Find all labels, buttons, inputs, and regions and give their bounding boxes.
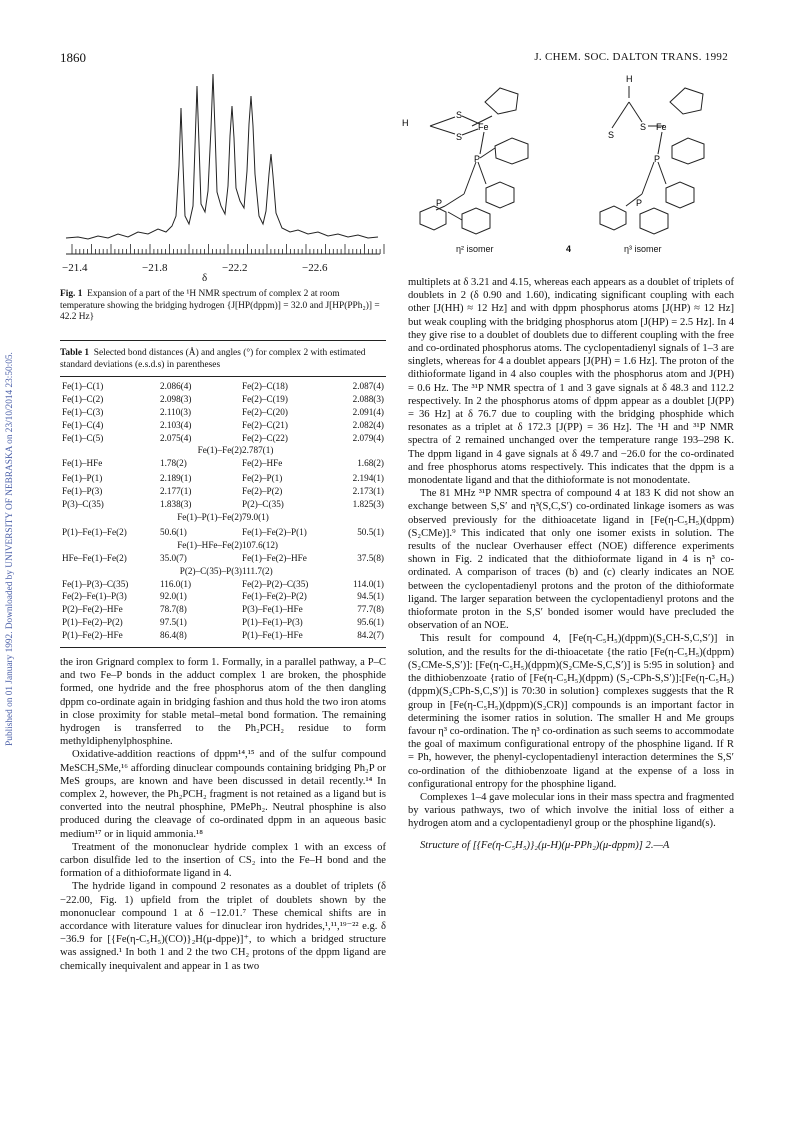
table-cell: 107.6(12) — [242, 539, 278, 550]
table-cell — [62, 566, 160, 579]
table-row — [62, 579, 384, 592]
table-row — [62, 566, 384, 579]
table-row — [62, 540, 384, 553]
right-text-column — [408, 276, 734, 852]
table-cell: Fe(1)–C(3) — [62, 406, 104, 417]
p-atom-left-1: P — [474, 154, 481, 164]
table-cell: 2.087(4) — [352, 381, 384, 391]
table-row — [62, 630, 384, 643]
left-paragraph-2: Oxidative-addition reactions of dppm¹⁴,¹⁵ and of the sulfur compound MeSCH₂SMe,¹⁶ affording dinuclear compounds containing bridging Ph₂P or MeS groups, are known and have been discussed in detail recently.¹⁴ In complex 2, however, the Ph₂PCH₂ fragment is not retained as a ligand but is converted into the neutral phosphine, PMePh₂. Neutral phosphine is also produced during the cleavage of co-ordinated dppm in an aqueous basic medium¹⁷ or in liquid ammonia.¹⁸ — [60, 749, 386, 840]
table-cell: 1.68(2) — [357, 458, 384, 469]
table-row — [62, 499, 384, 512]
table-cell: 2.194(1) — [352, 473, 384, 484]
axis-ticks — [72, 244, 384, 254]
table-cell: Fe(1)–P(1)–Fe(2) — [177, 512, 242, 523]
table-cell — [340, 445, 384, 458]
table1-label: Table 1 — [60, 348, 90, 358]
table-cell: 116.0(1) — [160, 578, 192, 589]
table-cell — [62, 512, 160, 527]
table-row — [62, 604, 384, 617]
table-cell: 2.079(4) — [352, 432, 384, 443]
compound-number-label: 4 — [566, 244, 572, 254]
bond-table — [62, 381, 384, 643]
s-atom-left-1: S — [456, 110, 463, 120]
table-cell: P(1)–Fe(1)–Fe(2) — [62, 527, 127, 538]
table-row — [62, 512, 384, 527]
table-cell: P(3)–C(35) — [62, 499, 104, 510]
table-cell: Fe(1)–Fe(2)–HFe — [242, 552, 307, 563]
table-cell: 2.091(4) — [352, 406, 384, 417]
right-paragraph-1: multiplets at δ 3.21 and 4.15, whereas each appears as a doublet of triplets of doublets in 2 (δ 0.90 and 1.60), indicating significant coupling with each other [J(HH) ≈ 12 Hz] and with dppm phosphorus atoms [J(HP) ≈ 12 Hz] but weak coupling with the bridging phosphorus atom [J(HP) = 2.5 Hz]. In 4 they give rise to a doublet of doublets due to different coupling with the free and co-ordinated phosphorus atoms. The cyclopentadienyl signals of 1–3 are singlets, whereas for 4 a doublet appears [J(PH) = 1.6 Hz]. The proton of the dithioformate ligand in 4 also couples with the phosphorus atom and J(PH) = 0.6 Hz. The ³¹P NMR spectra of 1 and 3 gave signals at δ 48.3 and 112.2 respectively. In 2 the phosphorus atoms of dppm appear as a doublet [J(PP) = 36 Hz] at δ 76.7 due to coupling with the bridging phosphide which resonates as a triplet at δ 172.3 [J(PP) = 36 Hz]. The ¹H and ³¹P NMR spectra of 2 remained unchanged over the temperature range 193–298 K. The dppm ligand in 4 gave signals at δ 49.7 and −26.0 for the co-ordinated and free phosphorus atoms respectively. This indicates that the dppm is a monodentate ligand and that the dithioformate is not monodentate. — [408, 277, 734, 487]
section-heading: Structure of [{Fe(η-C₅H₅)}₂(μ-H)(μ-PPh₂)(μ-dppm)] 2.—A — [420, 839, 670, 851]
table-row — [62, 445, 384, 458]
table-cell: Fe(2)–C(20) — [242, 406, 288, 417]
table-cell — [340, 512, 384, 527]
eta2-isomer-label: η² isomer — [456, 244, 494, 254]
h-atom-right: H — [626, 74, 633, 84]
table-cell: 2.177(1) — [160, 486, 192, 497]
tick-label-3: −22.2 — [222, 262, 248, 274]
table-cell: Fe(2)–Fe(1)–P(3) — [62, 591, 127, 602]
table-cell: 35.0(7) — [160, 552, 187, 563]
left-paragraph-4: The hydride ligand in compound 2 resonates as a doublet of triplets (δ −22.00, Fig. 1) upfield from the triplet of doublets shown by the mononuclear compound 1 at δ −12.01.⁷ These chemical shifts are in accordance with literature values for dinuclear iron hydrides,¹,¹¹,¹⁹⁻²² e.g. δ −36.9 for [{Fe(η-C₅H₅)(CO)}₂H(μ-dppe)]⁺, to which a bridged structure was assigned.¹ In both 1 and 2 the two CH₂ protons of the dppm ligand are chemically inequivalent and appear in 1 as two — [60, 881, 386, 972]
table-cell: 50.5(1) — [357, 527, 384, 538]
table-cell: Fe(2)–C(19) — [242, 393, 288, 404]
left-paragraph-3: Treatment of the mononuclear hydride complex 1 with an excess of carbon disulfide led to the insertion of CS₂ into the Fe–H bond and the formation of a dithioformate ligand in 4. — [60, 841, 386, 880]
table-row — [62, 420, 384, 433]
table-cell: 2.103(4) — [160, 419, 192, 430]
table-top-rule — [60, 340, 386, 341]
table-cell: 94.5(1) — [357, 591, 384, 602]
table-cell: Fe(1)–C(1) — [62, 381, 104, 391]
table-cell: P(2)–C(35) — [242, 499, 284, 510]
table-cell: 95.6(1) — [357, 617, 384, 628]
s-atom-right-2: S — [640, 122, 647, 132]
tick-label-4: −22.6 — [302, 262, 328, 274]
table-cell: 1.838(3) — [160, 499, 192, 510]
table-cell: Fe(2)–C(18) — [242, 381, 288, 391]
table-cell: 2.098(3) — [160, 393, 192, 404]
table-cell: 2.787(1) — [242, 445, 274, 456]
p-atom-right-2: P — [636, 198, 643, 208]
table-row — [62, 591, 384, 604]
eta3-isomer-label: η³ isomer — [624, 244, 662, 254]
table-cell: Fe(2)–C(21) — [242, 419, 288, 430]
table-cell: Fe(1)–C(5) — [62, 432, 104, 443]
figure1-caption — [60, 289, 386, 324]
table-cell: HFe–Fe(1)–Fe(2) — [62, 552, 127, 563]
table-row — [62, 433, 384, 446]
p-atom-right-1: P — [654, 154, 661, 164]
table-cell: Fe(1)–Fe(2)–P(1) — [242, 527, 307, 538]
right-paragraph-2: The 81 MHz ³¹P NMR spectra of compound 4 at 183 K did not show an exchange between S,S′ and η³(S,C,S′) co-ordinated linkage isomers as was observed previously for the dithioacetate ligand in [Fe(η-C₅H₅)(dppm)(S₂CMe)].⁹ This indicated that only one isomer exists in solution. The results of the nuclear Overhauser effect (NOE) difference experiments shown in Fig. 2 indicated that the dithioformate ligand in 4 is η³ co-ordinated. A comparison of traces (b) and (c) clearly indicates an NOE between the cyclopentadienyl protons and the proton of the dithioformate ligand. The larger separation between the cyclopentadienyl protons and the thioformate proton in the S,S′ bonded isomer would have precluded the observation of an NOE. — [408, 488, 734, 632]
table-cell: 97.5(1) — [160, 617, 187, 628]
eta3-isomer-structure — [600, 86, 704, 234]
table-cell: 2.173(1) — [352, 486, 384, 497]
table-cell: 2.086(4) — [160, 381, 192, 391]
table-cell: Fe(1)–Fe(2)–P(2) — [242, 591, 307, 602]
table-cell: Fe(2)–P(1) — [242, 473, 283, 484]
h-atom-left: H — [402, 118, 409, 128]
table-cell: Fe(2)–C(22) — [242, 432, 288, 443]
s-atom-left-2: S — [456, 132, 463, 142]
table-cell: Fe(1)–HFe — [62, 458, 103, 469]
isomer-structures — [400, 66, 736, 256]
table-cell: 77.7(8) — [357, 604, 384, 615]
table1-caption-text: Selected bond distances (Å) and angles (°) for complex 2 with estimated standard deviations (e.s.d.s) in parentheses — [60, 348, 366, 370]
table-cell — [62, 445, 160, 458]
table-cell: Fe(1)–C(4) — [62, 419, 104, 430]
table-cell: P(2)–C(35)–P(3) — [179, 565, 242, 576]
table-cell: 86.4(8) — [160, 630, 187, 641]
table-cell: 1.78(2) — [160, 458, 187, 469]
table-cell: 2.082(4) — [352, 419, 384, 430]
s-atom-right-1: S — [608, 130, 615, 140]
table-cell: Fe(1)–HFe–Fe(2) — [177, 539, 242, 550]
page-number: 1860 — [60, 50, 86, 65]
table-cell: P(1)–Fe(2)–HFe — [62, 630, 123, 641]
table-row — [62, 617, 384, 630]
table-cell: Fe(1)–P(3)–C(35) — [62, 578, 129, 589]
table-cell: 2.075(4) — [160, 432, 192, 443]
table-cell: Fe(2)–HFe — [242, 458, 283, 469]
table-cell: 37.5(8) — [357, 552, 384, 563]
table-cell: 50.6(1) — [160, 527, 187, 538]
journal-header: J. CHEM. SOC. DALTON TRANS. 1992 — [534, 51, 728, 63]
figure1-caption-label: Fig. 1 — [60, 289, 83, 299]
table-cell: Fe(1)–Fe(2) — [197, 445, 242, 456]
table-cell: 114.0(1) — [352, 578, 384, 589]
left-paragraph-1: the iron Grignard complex to form 1. Formally, in a parallel pathway, a P–C and two Fe–P bonds in the adduct complex 1 are broken, the phosphide formed, one hydride and the free phosphorus atom of the then dangling dppm co-ordinate again in bridging fashion and thus hold the two iron atoms in close proximity for stable metal–metal bond formation. The remaining hydrogen is transferred to the Ph₂PCH₂ residue to form methyldiphenylphosphine. — [60, 657, 386, 748]
figure1-caption-text: Expansion of a part of the ¹H NMR spectrum of complex 2 at room temperature showing the bridging hydrogen {J[HP(dppm)] = 32.0 and J[HP(PPh₂)] = 42.2 Hz} — [60, 289, 380, 323]
publication-side-note — [2, 190, 16, 910]
fe-atom-left: Fe — [478, 122, 489, 132]
table-row — [62, 394, 384, 407]
table-cell: Fe(2)–P(2)–C(35) — [242, 578, 309, 589]
table-cell: Fe(1)–C(2) — [62, 393, 104, 404]
fe-atom-right: Fe — [656, 122, 667, 132]
table-row — [62, 381, 384, 394]
table-cell: 2.088(3) — [352, 393, 384, 404]
table-row — [62, 486, 384, 499]
nmr-spectrum-trace — [66, 74, 378, 239]
table-cell: Fe(1)–P(3) — [62, 486, 103, 497]
table-head-rule — [60, 376, 386, 377]
table-row — [62, 553, 384, 566]
table-cell: 2.189(1) — [160, 473, 192, 484]
table-cell: Fe(1)–P(1) — [62, 473, 103, 484]
table-cell: 92.0(1) — [160, 591, 187, 602]
p-atom-left-2: P — [436, 198, 443, 208]
table-cell — [340, 540, 384, 553]
tick-label-2: −21.8 — [142, 262, 168, 274]
left-text-column — [60, 656, 386, 973]
table-cell: P(1)–Fe(1)–P(3) — [242, 617, 303, 628]
right-paragraph-4: Complexes 1–4 gave molecular ions in their mass spectra and fragmented by various pathways, two of which involve the initial loss of either a hydrogen atom and a cyclopentadienyl group or the phosphine ligand(s). — [408, 791, 734, 830]
axis-delta-symbol: δ — [202, 272, 208, 284]
right-paragraph-3: This result for compound 4, [Fe(η-C₅H₅)(dppm)(S₂CH-S,C,S′)] in solution, and the results for the di-thioacetate {the ratio [Fe(η-C₅H₅)(dppm)(S₂CMe-S,S′)]: [Fe(η-C₅H₅)(dppm)(S₂CMe-S,C,S′)] is 5:95 in solution} and the dithiobenzoate {ratio of [Fe(η-C₅H₅)(dppm) (S₂-CPh-S,S′)]:[Fe(η-C₅H₅)(dppm)(S₂CPh-S,C,S′)] is 70:30 in solution} complexes suggests that the R group in [Fe(η-C₅H₅)(dppm)(S₂CR)] compounds is an important factor in determining the isomer ratios in solution. The smaller H and Me groups favour η³ co-ordination. The η³ co-ordination as such seems to accommodate the goal of maximum configurational entropy of the phosphine ligand. If R = Ph, however, the phenyl-cyclopentadienyl interaction determines the S,S′ co-ordination of the dithiobenzoate ligand at the expense of a loss in configurational entropy for the phosphine ligand. — [408, 633, 734, 790]
table-cell: Fe(2)–P(2) — [242, 486, 283, 497]
table-row — [62, 473, 384, 486]
table-cell: P(3)–Fe(1)–HFe — [242, 604, 303, 615]
table-row — [62, 458, 384, 473]
table-cell — [340, 566, 384, 579]
table-cell: 84.2(7) — [357, 630, 384, 641]
tick-label-1: −21.4 — [62, 262, 88, 274]
table-cell: 1.825(3) — [352, 499, 384, 510]
table-cell: P(1)–Fe(2)–P(2) — [62, 617, 123, 628]
table-cell: P(1)–Fe(1)–HFe — [242, 630, 303, 641]
nmr-spectrum-figure — [58, 66, 394, 288]
table-cell — [62, 540, 160, 553]
side-note-text: Published on 01 January 1992. Downloaded by UNIVERSITY OF NEBRASKA on 23/10/2014 23:50:05. — [5, 352, 15, 746]
table-cell: 79.0(1) — [242, 512, 269, 523]
table-cell: 2.110(3) — [160, 406, 192, 417]
table-cell: 78.7(8) — [160, 604, 187, 615]
table-row — [62, 407, 384, 420]
table-cell: 111.7(2) — [242, 565, 273, 576]
table1-caption — [60, 348, 386, 371]
table-row — [62, 527, 384, 540]
table-bottom-rule — [60, 647, 386, 648]
table-cell: P(2)–Fe(2)–HFe — [62, 604, 123, 615]
